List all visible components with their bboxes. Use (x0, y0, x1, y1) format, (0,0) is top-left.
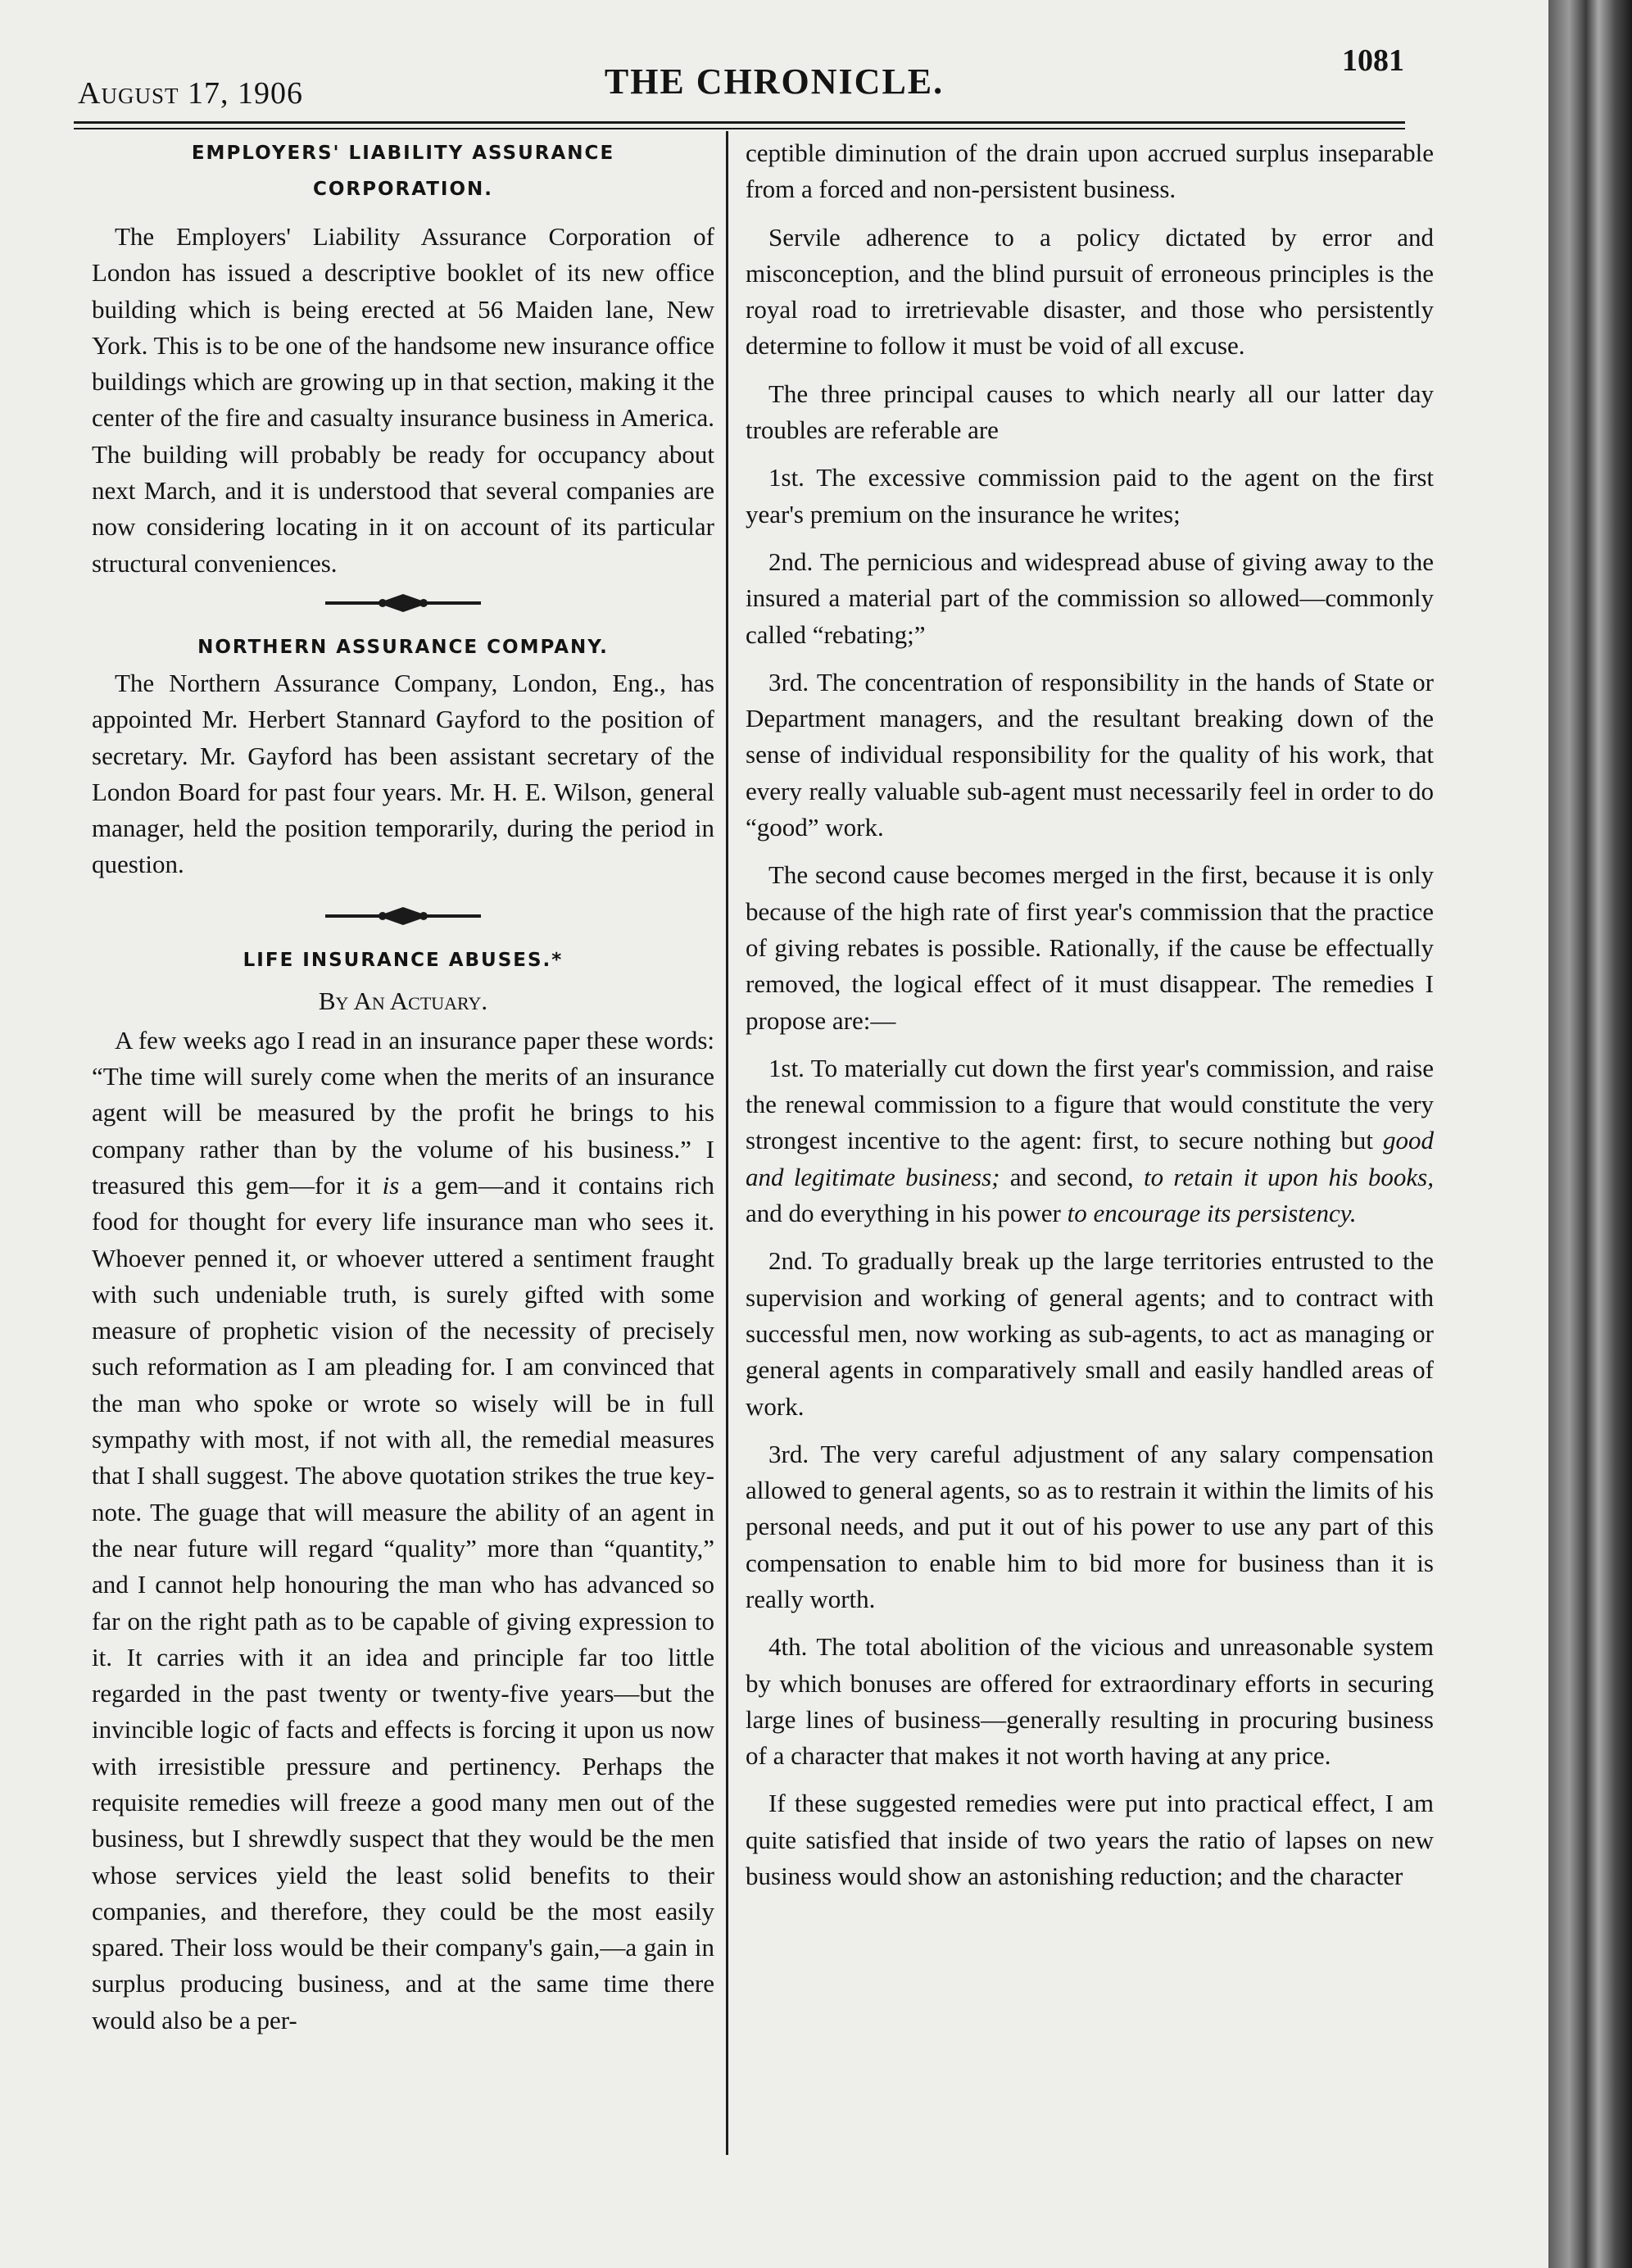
article-body: The Employers' Liability Assurance Corporation of London has issued a descriptive booklet of its new office building which is being erected at 56 Maiden lane, New York. This is to be one of the handsome new insurance office buildings which are growing up in that section, making it the center of the fire and casualty insurance business in America. The building will probably be ready for occupancy about next March, and it is understood that several companies are now considering locating in it on account of its particular structural conveniences. (92, 222, 714, 578)
article-heading: NORTHERN ASSURANCE COMPANY. (197, 636, 609, 658)
article-body: The Northern Assurance Company, London, Eng., has appointed Mr. Herbert Stannard Gayford to the position of secretary. Mr. Gayford has been assistant secretary of the London Board for past four years. Mr. H. E. Wilson, general manager, held the position temporarily, during the period in question. (92, 668, 714, 879)
emphasis-text: good and legitimate business; (746, 1126, 1434, 1191)
left-column (92, 135, 714, 2039)
article-paragraph: The second cause becomes merged in the first, because it is only because of the high rate of first year's commission that the practice of giving rebates is possible. Rationally, if the cause be effectually removed, the logical effect of it must disappear. The remedies I propose are:— (746, 860, 1434, 1035)
cause-item: 3rd. The concentration of responsibility in the hands of State or Department managers, and the resultant breaking down of the sense of individual responsibility for the quality of his work, that every really valuable sub-agent must necessarily feel in order to do “good” work. (746, 667, 1434, 842)
article-northern-assurance (92, 629, 714, 883)
section-ornament (325, 592, 481, 615)
remedy-item: 1st. To materially cut down the first year's commission, and raise the renewal commission to a figure that would constitute the very strongest incentive to the agent: first, to secure nothing but good and legitimate business; and second, to retain it upon his books, and do everything in his power to encourage its persistency. (746, 1053, 1434, 1228)
article-paragraph: A few weeks ago I read in an insurance paper these words: “The time will surely come when the merits of an insurance agent will be measured by the profit he brings to his company rather than by the volume of his business.” I treasured this gem—for it is a gem—and it contains rich food for thought for every life insurance man who sees it. Whoever penned it, or whoever uttered a sentiment fraught with such undeniable truth, is surely gifted with some measure of prophetic vision of the necessity of precisely such reformation as I am pleading for. I am convinced that the man who spoke or wrote so wisely will be in full sympathy with most, if not with all, the remedial measures that I shall suggest. The above quotation strikes the true key-note. The guage that will measure the ability of an agent in the near future will regard “quality” more than “quantity,” and I cannot help honouring the man who has advanced so far on the right path as to be capable of giving expression to it. It carries with it an idea and principle far too little regarded in the past twenty or twenty-five years—but the invincible logic of facts and effects is forcing it upon us now with irresistible pressure and pertinency. Perhaps the requisite remedies will freeze a good many men out of the business, but I shrewdly suspect that they would be the men whose services yield the least solid benefits to their companies, and therefore, they could be the most easily spared. Their loss would be their company's gain,—a gain in surplus producing business, and at the same time there would also be a per- (92, 1025, 714, 2034)
issue-date: August 17, 1906 (78, 76, 303, 111)
page-header (0, 0, 1548, 131)
column-divider (726, 131, 728, 2155)
remedy-item: 3rd. The very careful adjustment of any salary compensation allowed to general agents, so as to restrain it within the limits of his personal needs, and put it out of his power to use any part of this compensation to enable him to bid more for business than it is really worth. (746, 1439, 1434, 1613)
cause-item: 1st. The excessive commission paid to the agent on the first year's premium on the insurance he writes; (746, 463, 1434, 528)
publication-title: THE CHRONICLE. (604, 61, 945, 102)
emphasis-text: is (382, 1170, 400, 1200)
article-heading (92, 135, 714, 207)
article-paragraph: If these suggested remedies were put into practical effect, I am quite satisfied that inside of two years the ratio of lapses on new business would show an astonishing reduction; and the character (746, 1789, 1434, 1891)
remedy-item: 2nd. To gradually break up the large territories entrusted to the supervision and working of general agents; and to contract with successful men, now working as sub-agents, to act as managing or general agents in comparatively small and easily handled areas of work. (746, 1246, 1434, 1421)
header-rule-secondary (74, 128, 1405, 129)
header-rule (74, 121, 1405, 124)
cause-item: 2nd. The pernicious and widespread abuse of giving away to the insured a material part of the commission so allowed—commonly called “rebating;” (746, 547, 1434, 649)
article-heading: LIFE INSURANCE ABUSES.* (243, 949, 564, 971)
article-paragraph: Servile adherence to a policy dictated by error and misconception, and the blind pursuit of erroneous principles is the royal road to irretrievable disaster, and those who persistently determine to follow it must be void of all excuse. (746, 222, 1434, 361)
article-heading-line1: EMPLOYERS' LIABILITY ASSURANCE (191, 143, 615, 164)
book-spine (1548, 0, 1632, 2268)
page-number: 1081 (1342, 43, 1404, 78)
article-paragraph-continued: ceptible diminution of the drain upon accrued surplus inseparable from a forced and non-persistent business. (746, 138, 1434, 204)
right-column (746, 135, 1434, 1894)
emphasis-text: to encourage its persistency. (1067, 1199, 1357, 1228)
article-byline: By An Actuary. (318, 986, 488, 1015)
emphasis-text: to retain it upon his books, (1143, 1162, 1434, 1191)
article-heading-line2: CORPORATION. (312, 179, 494, 200)
article-employers-liability (92, 135, 714, 582)
article-paragraph: The three principal causes to which nearly all our latter day troubles are referable are (746, 379, 1434, 445)
article-life-insurance-abuses (92, 942, 714, 2039)
remedy-item: 4th. The total abolition of the vicious and unreasonable system by which bonuses are offered for extraordinary efforts in securing large lines of business—generally resulting in procuring business of a character that makes it not worth having at any price. (746, 1632, 1434, 1771)
section-ornament (325, 905, 481, 928)
